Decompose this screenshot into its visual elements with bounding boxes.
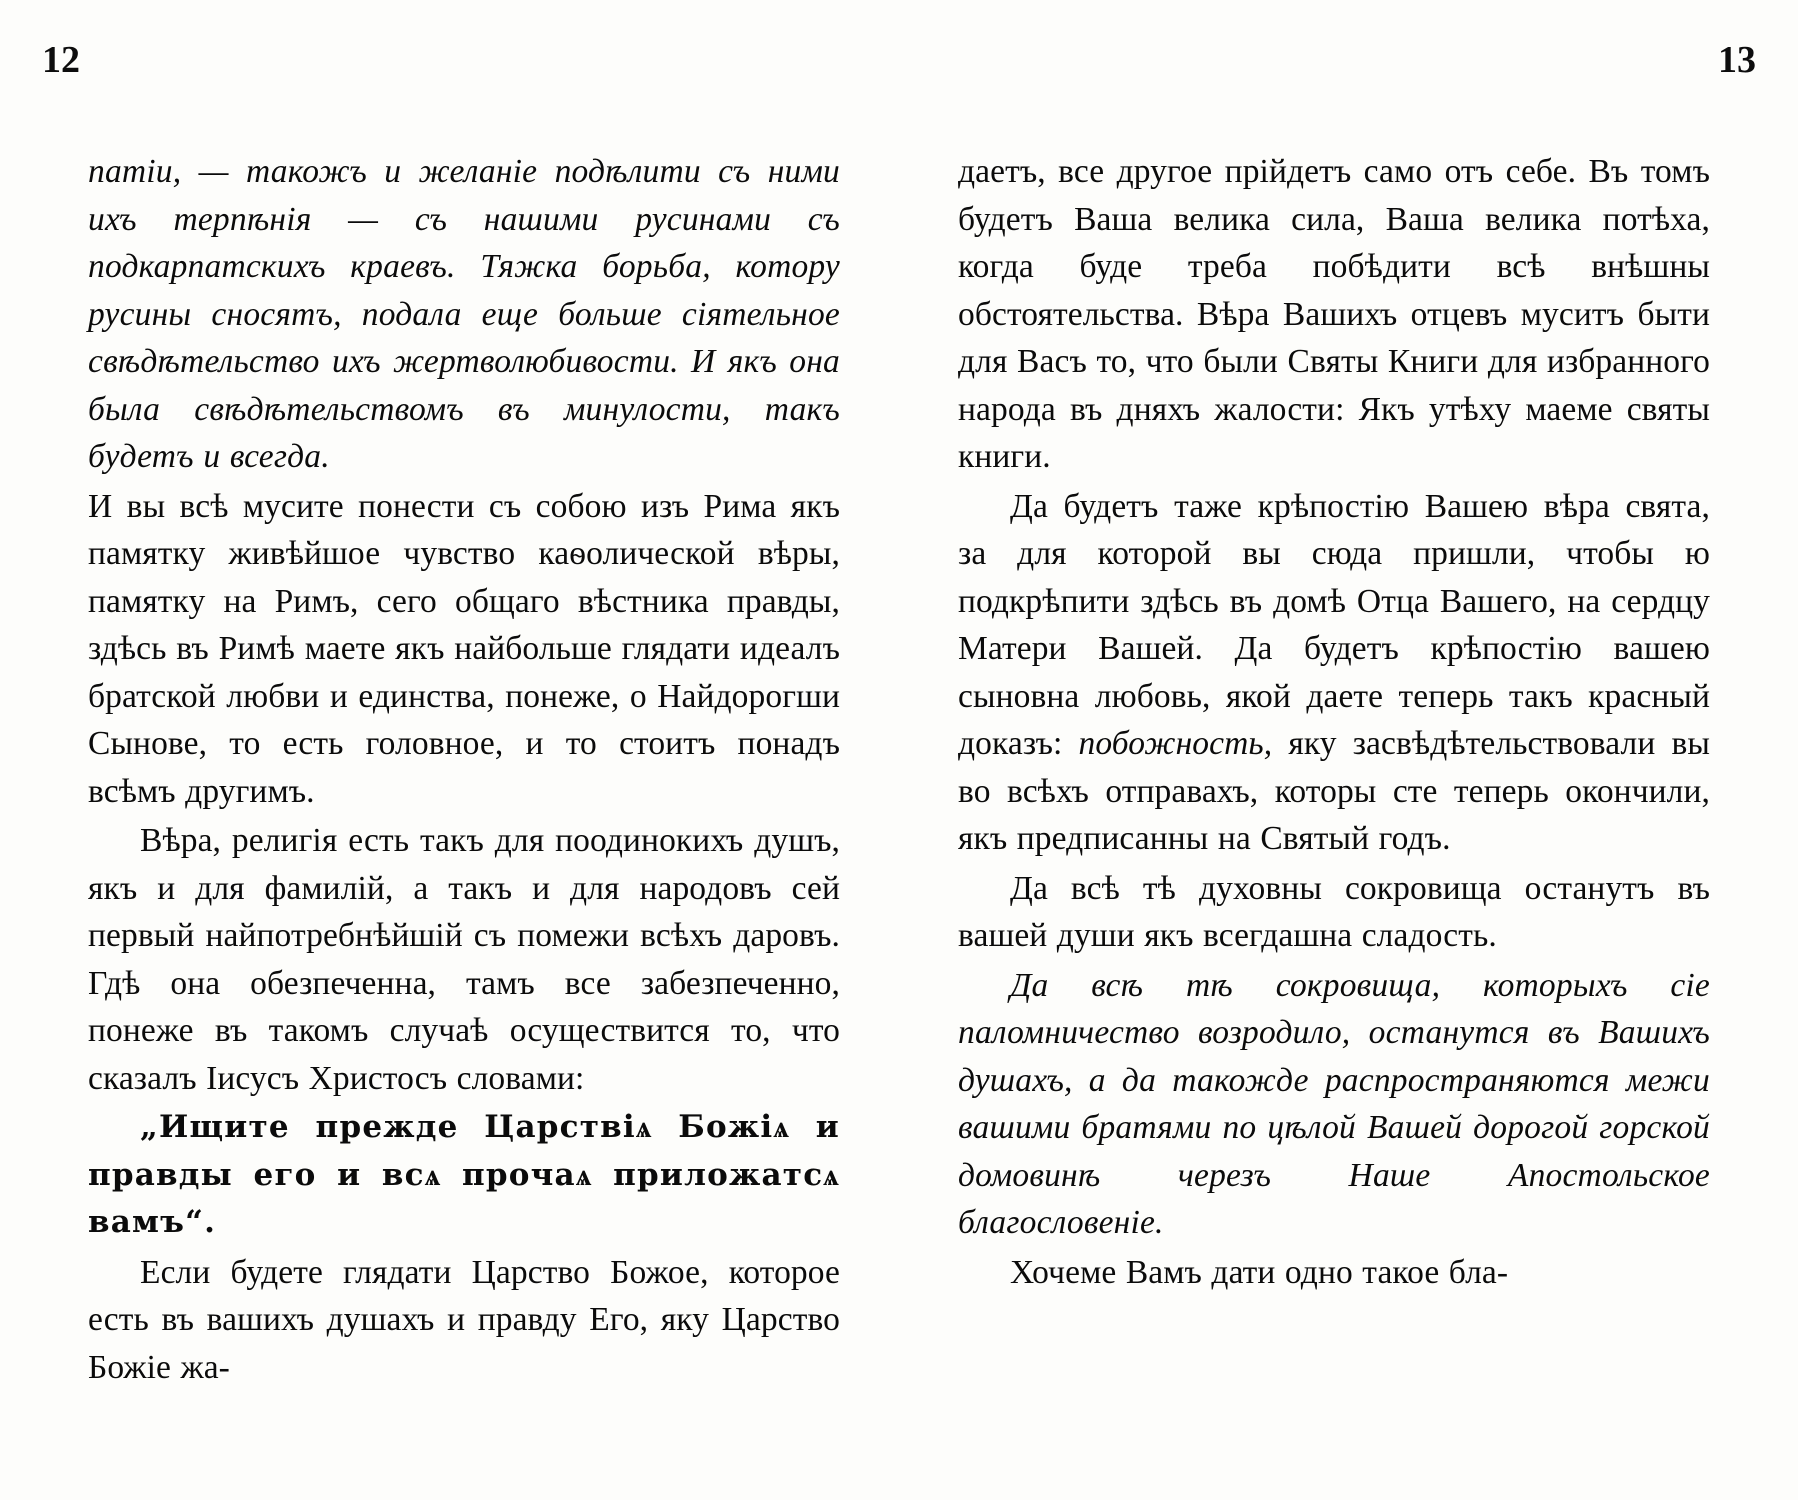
paragraph: Вѣра, религія есть такъ для поодинокихъ душъ, якъ и для фамилій, а такъ и для народовъ сей первый найпотребнѣйшій съ помежи всѣхъ даровъ. Гдѣ она обезпеченна, тамъ все забезпеченно, понеже въ такомъ случаѣ осуществится то, что сказалъ Іисусъ Христосъ словами: — [88, 822, 840, 1097]
emphasised-word: побожность, — [1078, 725, 1273, 762]
column-right — [958, 148, 1710, 1393]
scripture-quotation: „Ищите прежде Царствіѧ Божіѧ и правды его и всѧ прочаѧ приложатсѧ вамъ“. — [88, 1109, 840, 1240]
page-number-right: 13 — [1718, 39, 1756, 81]
text-columns — [0, 148, 1798, 1393]
paragraph: Если будете глядати Царство Божое, которое есть въ вашихъ душахъ и правду Его, яку Царство Божіе жа- — [88, 1253, 840, 1386]
paragraph-text-after: яку засвѣдѣтельствовали вы во всѣхъ отправахъ, которы сте теперь окончили, якъ предписанны на Святый годъ. — [958, 725, 1710, 857]
paragraph: даетъ, все другое прійдетъ само отъ себе. Въ томъ будетъ Ваша велика сила, Ваша велика потѣха, когда буде треба побѣдити всѣ внѣшны обстоятельства. Вѣра Вашихъ отцевъ муситъ быти для Васъ то, что были Святы Книги для избранного народа въ дняхъ жалости: Якъ утѣху маеме святы книги. — [958, 153, 1710, 475]
column-left — [88, 148, 840, 1393]
paragraph: Хочеме Вамъ дати одно такое бла- — [1010, 1253, 1509, 1291]
page-number-left: 12 — [42, 39, 80, 81]
paragraph — [958, 483, 1710, 863]
paragraph-text-before: Да будетъ таже крѣпостію Вашею вѣра свята, за для которой вы сюда пришли, чтобы ю подкрѣпити здѣсь въ домѣ Отца Вашего, на сердцу Матери Вашей. Да будетъ крѣпостію вашею сыновна любовь, якой даете теперь такъ красный доказъ: — [958, 487, 1710, 762]
paragraph: Да всѣ тѣ сокровища, которыхъ сіе паломничество возродило, останутся въ Вашихъ душахъ, а да такожде распространяются межи вашими братями по цѣлой Вашей дорогой горской домовинѣ черезъ Наше Апостольское благословеніе. — [958, 966, 1710, 1241]
paragraph: И вы всѣ мусите понести съ собою изъ Рима якъ памятку живѣйшое чувство каѳолической вѣры, памятку на Римъ, сего общаго вѣстника правды, здѣсь въ Римѣ маете якъ найбольше глядати идеалъ братской любви и единства, понеже, о Найдорогши Сынове, то есть головное, и то стоитъ понадъ всѣмъ другимъ. — [88, 487, 840, 810]
paragraph: Да всѣ тѣ духовны сокровища останутъ въ вашей души якъ всегдашна сладость. — [958, 869, 1710, 954]
paragraph: патіи, — такожъ и желаніе подѣлити съ ними ихъ терпѣнія — съ нашими русинами съ подкарпатскихъ краевъ. Тяжка борьба, котору русины сносятъ, подала еще больше сіятельное свѣдѣтельство ихъ жертволюбивости. И якъ она была свѣдѣтельствомъ въ минулости, такъ будетъ и всегда. — [88, 153, 840, 475]
